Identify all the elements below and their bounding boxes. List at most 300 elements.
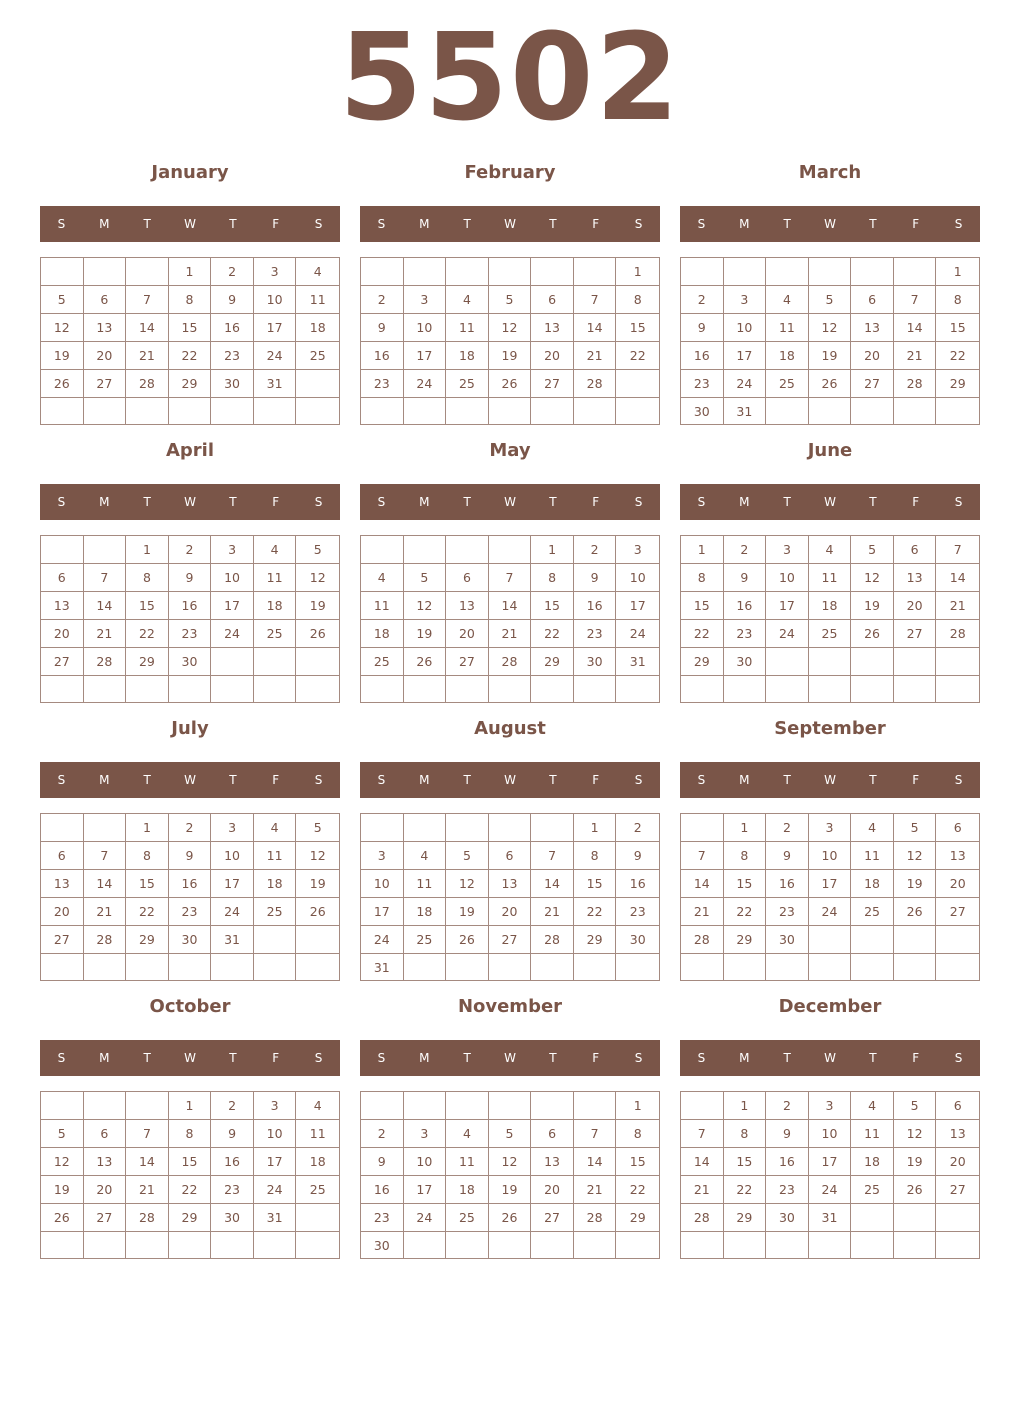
empty-day-cell <box>851 258 894 286</box>
month-name: March <box>798 162 862 183</box>
day-cell: 18 <box>446 342 489 370</box>
day-cell: 14 <box>574 314 617 342</box>
empty-day-cell <box>809 398 852 425</box>
day-cell: 20 <box>851 342 894 370</box>
day-cell: 17 <box>809 870 852 898</box>
day-cell: 25 <box>446 370 489 398</box>
day-cell: 25 <box>254 898 297 926</box>
day-cell: 16 <box>211 314 254 342</box>
empty-day-cell <box>936 398 979 425</box>
day-cell: 11 <box>254 564 297 592</box>
day-cell: 31 <box>616 648 659 676</box>
day-cell: 14 <box>894 314 937 342</box>
day-cell: 10 <box>254 1120 297 1148</box>
day-cell: 26 <box>296 620 339 648</box>
day-cell: 13 <box>84 1148 127 1176</box>
empty-day-cell <box>296 926 339 954</box>
weekday-label: W <box>504 495 516 509</box>
day-cell: 3 <box>361 842 404 870</box>
day-cell: 18 <box>254 592 297 620</box>
weekday-label: S <box>377 1051 386 1065</box>
day-cell: 29 <box>126 648 169 676</box>
day-cell: 8 <box>574 842 617 870</box>
weekday-label: F <box>592 1051 600 1065</box>
day-cell: 7 <box>126 1120 169 1148</box>
weekday-label: M <box>739 1051 750 1065</box>
day-cell: 21 <box>489 620 532 648</box>
day-cell: 30 <box>211 1204 254 1232</box>
day-cell: 25 <box>404 926 447 954</box>
weekday-label: M <box>739 495 750 509</box>
day-cell: 13 <box>936 842 979 870</box>
empty-day-cell <box>531 1092 574 1120</box>
day-cell: 29 <box>616 1204 659 1232</box>
day-cell: 4 <box>254 536 297 564</box>
day-cell: 19 <box>809 342 852 370</box>
empty-day-cell <box>489 1092 532 1120</box>
empty-day-cell <box>361 258 404 286</box>
day-cell: 18 <box>446 1176 489 1204</box>
day-cell: 2 <box>766 814 809 842</box>
weekday-label: T <box>869 217 877 231</box>
empty-day-cell <box>766 676 809 702</box>
day-cell: 26 <box>296 898 339 926</box>
empty-day-cell <box>404 536 447 564</box>
weekday-label: F <box>272 773 280 787</box>
weekday-header <box>680 1040 980 1076</box>
day-cell: 14 <box>531 870 574 898</box>
weekday-label: S <box>377 217 386 231</box>
weekday-label: S <box>954 1051 963 1065</box>
day-cell: 17 <box>724 342 767 370</box>
day-cell: 30 <box>616 926 659 954</box>
weekday-label: S <box>377 495 386 509</box>
day-cell: 16 <box>766 870 809 898</box>
day-cell: 1 <box>126 814 169 842</box>
day-cell: 20 <box>531 342 574 370</box>
day-cell: 12 <box>851 564 894 592</box>
weekday-label: T <box>783 1051 791 1065</box>
weekday-label: W <box>824 217 836 231</box>
day-cell: 22 <box>616 1176 659 1204</box>
empty-day-cell <box>446 1092 489 1120</box>
empty-day-cell <box>681 1232 724 1258</box>
day-cell: 21 <box>574 1176 617 1204</box>
empty-day-cell <box>404 1232 447 1259</box>
day-cell: 6 <box>84 286 127 314</box>
day-cell: 14 <box>489 592 532 620</box>
empty-day-cell <box>616 954 659 981</box>
day-cell: 17 <box>211 870 254 898</box>
weekday-label: F <box>912 217 920 231</box>
day-cell: 26 <box>894 898 937 926</box>
empty-day-cell <box>574 1092 617 1120</box>
day-cell: 14 <box>126 314 169 342</box>
day-cell: 18 <box>361 620 404 648</box>
day-cell: 2 <box>681 286 724 314</box>
day-cell: 25 <box>254 620 297 648</box>
day-cell: 7 <box>84 842 127 870</box>
day-cell: 18 <box>296 1148 339 1176</box>
empty-day-cell <box>616 398 659 424</box>
day-cell: 19 <box>894 870 937 898</box>
day-cell: 18 <box>254 870 297 898</box>
empty-day-cell <box>894 1232 937 1258</box>
empty-day-cell <box>809 258 852 286</box>
day-cell: 10 <box>404 314 447 342</box>
weekday-label: T <box>229 495 237 509</box>
day-cell: 2 <box>361 286 404 314</box>
empty-day-cell <box>851 954 894 980</box>
day-cell: 13 <box>851 314 894 342</box>
weekday-label: F <box>592 773 600 787</box>
empty-day-cell <box>531 814 574 842</box>
day-cell: 15 <box>616 1148 659 1176</box>
day-cell: 9 <box>724 564 767 592</box>
day-cell: 28 <box>489 648 532 676</box>
day-cell: 30 <box>574 648 617 676</box>
empty-day-cell <box>894 926 937 954</box>
day-cell: 5 <box>296 536 339 564</box>
weekday-header <box>680 206 980 242</box>
day-cell: 20 <box>41 620 84 648</box>
empty-day-cell <box>681 258 724 286</box>
day-cell: 6 <box>446 564 489 592</box>
day-cell: 28 <box>574 1204 617 1232</box>
weekday-label: S <box>634 1051 643 1065</box>
day-cell: 7 <box>936 536 979 564</box>
day-cell: 7 <box>489 564 532 592</box>
empty-day-cell <box>41 1232 84 1258</box>
weekday-label: M <box>99 495 110 509</box>
day-cell: 10 <box>809 842 852 870</box>
day-cell: 7 <box>574 286 617 314</box>
day-cell: 24 <box>254 1176 297 1204</box>
day-cell: 10 <box>404 1148 447 1176</box>
day-cell: 16 <box>574 592 617 620</box>
day-cell: 8 <box>126 564 169 592</box>
day-cell: 19 <box>851 592 894 620</box>
days-grid <box>680 813 980 981</box>
day-cell: 19 <box>489 1176 532 1204</box>
empty-day-cell <box>531 676 574 702</box>
empty-day-cell <box>489 954 532 981</box>
day-cell: 27 <box>489 926 532 954</box>
day-cell: 12 <box>296 564 339 592</box>
day-cell: 13 <box>446 592 489 620</box>
day-cell: 20 <box>894 592 937 620</box>
weekday-label: S <box>697 773 706 787</box>
day-cell: 23 <box>616 898 659 926</box>
empty-day-cell <box>851 648 894 676</box>
day-cell: 19 <box>446 898 489 926</box>
weekday-header <box>360 762 660 798</box>
weekday-label: T <box>869 495 877 509</box>
day-cell: 15 <box>681 592 724 620</box>
day-cell: 11 <box>766 314 809 342</box>
day-cell: 27 <box>936 1176 979 1204</box>
day-cell: 23 <box>211 1176 254 1204</box>
day-cell: 16 <box>211 1148 254 1176</box>
weekday-label: T <box>549 217 557 231</box>
day-cell: 30 <box>361 1232 404 1259</box>
weekday-label: T <box>549 773 557 787</box>
day-cell: 20 <box>84 1176 127 1204</box>
day-cell: 17 <box>254 1148 297 1176</box>
empty-day-cell <box>126 398 169 424</box>
day-cell: 24 <box>361 926 404 954</box>
empty-day-cell <box>766 648 809 676</box>
day-cell: 3 <box>724 286 767 314</box>
empty-day-cell <box>936 954 979 980</box>
day-cell: 14 <box>936 564 979 592</box>
empty-day-cell <box>169 398 212 424</box>
empty-day-cell <box>211 398 254 424</box>
day-cell: 31 <box>724 398 767 425</box>
empty-day-cell <box>809 676 852 702</box>
empty-day-cell <box>84 954 127 980</box>
empty-day-cell <box>851 926 894 954</box>
empty-day-cell <box>254 648 297 676</box>
day-cell: 4 <box>851 1092 894 1120</box>
day-cell: 2 <box>211 1092 254 1120</box>
day-cell: 10 <box>254 286 297 314</box>
weekday-label: M <box>99 1051 110 1065</box>
day-cell: 7 <box>681 842 724 870</box>
day-cell: 12 <box>296 842 339 870</box>
weekday-label: S <box>954 217 963 231</box>
day-cell: 28 <box>681 1204 724 1232</box>
weekday-header <box>360 484 660 520</box>
day-cell: 27 <box>446 648 489 676</box>
day-cell: 27 <box>41 648 84 676</box>
day-cell: 8 <box>169 1120 212 1148</box>
weekday-header <box>360 1040 660 1076</box>
day-cell: 12 <box>489 314 532 342</box>
day-cell: 24 <box>809 898 852 926</box>
day-cell: 22 <box>126 898 169 926</box>
day-cell: 8 <box>169 286 212 314</box>
day-cell: 23 <box>361 1204 404 1232</box>
day-cell: 8 <box>724 1120 767 1148</box>
day-cell: 29 <box>936 370 979 398</box>
month-name: January <box>151 162 229 183</box>
day-cell: 27 <box>531 1204 574 1232</box>
day-cell: 25 <box>851 1176 894 1204</box>
weekday-label: M <box>99 773 110 787</box>
day-cell: 23 <box>766 1176 809 1204</box>
empty-day-cell <box>84 398 127 424</box>
day-cell: 22 <box>724 898 767 926</box>
empty-day-cell <box>851 398 894 425</box>
weekday-label: S <box>697 217 706 231</box>
day-cell: 30 <box>766 926 809 954</box>
day-cell: 21 <box>936 592 979 620</box>
empty-day-cell <box>254 398 297 424</box>
day-cell: 23 <box>361 370 404 398</box>
empty-day-cell <box>574 258 617 286</box>
day-cell: 25 <box>361 648 404 676</box>
day-cell: 25 <box>851 898 894 926</box>
days-grid <box>680 1091 980 1259</box>
day-cell: 15 <box>126 870 169 898</box>
day-cell: 13 <box>894 564 937 592</box>
day-cell: 7 <box>681 1120 724 1148</box>
day-cell: 23 <box>169 898 212 926</box>
day-cell: 15 <box>936 314 979 342</box>
day-cell: 14 <box>126 1148 169 1176</box>
day-cell: 20 <box>531 1176 574 1204</box>
day-cell: 30 <box>169 926 212 954</box>
day-cell: 1 <box>169 258 212 286</box>
empty-day-cell <box>404 954 447 981</box>
day-cell: 27 <box>936 898 979 926</box>
weekday-label: W <box>184 495 196 509</box>
weekday-header <box>40 1040 340 1076</box>
weekday-label: W <box>504 217 516 231</box>
day-cell: 16 <box>361 1176 404 1204</box>
day-cell: 2 <box>766 1092 809 1120</box>
empty-day-cell <box>894 398 937 425</box>
day-cell: 8 <box>126 842 169 870</box>
day-cell: 31 <box>211 926 254 954</box>
day-cell: 16 <box>616 870 659 898</box>
empty-day-cell <box>296 648 339 676</box>
day-cell: 20 <box>84 342 127 370</box>
day-cell: 13 <box>936 1120 979 1148</box>
year-title: 5502 <box>339 9 681 148</box>
day-cell: 22 <box>169 1176 212 1204</box>
month-name: February <box>464 162 556 183</box>
empty-day-cell <box>126 1232 169 1258</box>
day-cell: 14 <box>84 592 127 620</box>
day-cell: 24 <box>616 620 659 648</box>
days-grid <box>360 813 660 981</box>
day-cell: 29 <box>724 1204 767 1232</box>
empty-day-cell <box>851 1232 894 1258</box>
days-grid <box>360 535 660 703</box>
day-cell: 11 <box>296 286 339 314</box>
day-cell: 2 <box>169 536 212 564</box>
weekday-label: F <box>912 495 920 509</box>
empty-day-cell <box>766 954 809 980</box>
weekday-header <box>40 762 340 798</box>
day-cell: 11 <box>446 314 489 342</box>
empty-day-cell <box>446 536 489 564</box>
day-cell: 26 <box>894 1176 937 1204</box>
day-cell: 6 <box>851 286 894 314</box>
weekday-header <box>40 484 340 520</box>
day-cell: 6 <box>489 842 532 870</box>
day-cell: 12 <box>809 314 852 342</box>
weekday-label: F <box>272 1051 280 1065</box>
empty-day-cell <box>894 258 937 286</box>
empty-day-cell <box>809 1232 852 1258</box>
day-cell: 31 <box>361 954 404 981</box>
day-cell: 5 <box>489 286 532 314</box>
day-cell: 11 <box>404 870 447 898</box>
day-cell: 5 <box>41 1120 84 1148</box>
day-cell: 21 <box>531 898 574 926</box>
day-cell: 18 <box>296 314 339 342</box>
empty-day-cell <box>681 1092 724 1120</box>
day-cell: 11 <box>851 842 894 870</box>
day-cell: 16 <box>169 592 212 620</box>
weekday-label: T <box>549 495 557 509</box>
month-name: December <box>778 996 882 1017</box>
weekday-label: M <box>419 495 430 509</box>
day-cell: 11 <box>296 1120 339 1148</box>
day-cell: 31 <box>254 370 297 398</box>
weekday-label: S <box>377 773 386 787</box>
day-cell: 18 <box>851 1148 894 1176</box>
empty-day-cell <box>41 258 84 286</box>
day-cell: 20 <box>446 620 489 648</box>
empty-day-cell <box>41 676 84 702</box>
day-cell: 8 <box>681 564 724 592</box>
day-cell: 31 <box>254 1204 297 1232</box>
day-cell: 20 <box>936 1148 979 1176</box>
day-cell: 26 <box>41 370 84 398</box>
day-cell: 26 <box>404 648 447 676</box>
day-cell: 26 <box>446 926 489 954</box>
month-name: April <box>165 440 215 461</box>
day-cell: 15 <box>574 870 617 898</box>
day-cell: 5 <box>894 814 937 842</box>
weekday-label: T <box>143 773 151 787</box>
day-cell: 1 <box>681 536 724 564</box>
empty-day-cell <box>446 676 489 702</box>
weekday-label: T <box>229 1051 237 1065</box>
day-cell: 30 <box>169 648 212 676</box>
day-cell: 14 <box>574 1148 617 1176</box>
empty-day-cell <box>851 1204 894 1232</box>
day-cell: 11 <box>254 842 297 870</box>
day-cell: 3 <box>404 286 447 314</box>
empty-day-cell <box>489 1232 532 1259</box>
empty-day-cell <box>404 676 447 702</box>
day-cell: 22 <box>574 898 617 926</box>
day-cell: 22 <box>681 620 724 648</box>
weekday-label: T <box>783 773 791 787</box>
day-cell: 27 <box>851 370 894 398</box>
empty-day-cell <box>724 1232 767 1258</box>
empty-day-cell <box>446 398 489 424</box>
day-cell: 15 <box>724 1148 767 1176</box>
month-name: July <box>171 718 209 739</box>
empty-day-cell <box>489 536 532 564</box>
day-cell: 3 <box>809 1092 852 1120</box>
empty-day-cell <box>894 1204 937 1232</box>
weekday-label: F <box>272 217 280 231</box>
day-cell: 15 <box>724 870 767 898</box>
day-cell: 9 <box>616 842 659 870</box>
empty-day-cell <box>531 398 574 424</box>
weekday-label: W <box>504 1051 516 1065</box>
days-grid <box>680 535 980 703</box>
day-cell: 18 <box>766 342 809 370</box>
day-cell: 23 <box>211 342 254 370</box>
empty-day-cell <box>766 258 809 286</box>
day-cell: 30 <box>211 370 254 398</box>
day-cell: 10 <box>766 564 809 592</box>
day-cell: 5 <box>894 1092 937 1120</box>
empty-day-cell <box>296 398 339 424</box>
day-cell: 12 <box>446 870 489 898</box>
empty-day-cell <box>489 814 532 842</box>
day-cell: 16 <box>169 870 212 898</box>
weekday-label: T <box>463 217 471 231</box>
